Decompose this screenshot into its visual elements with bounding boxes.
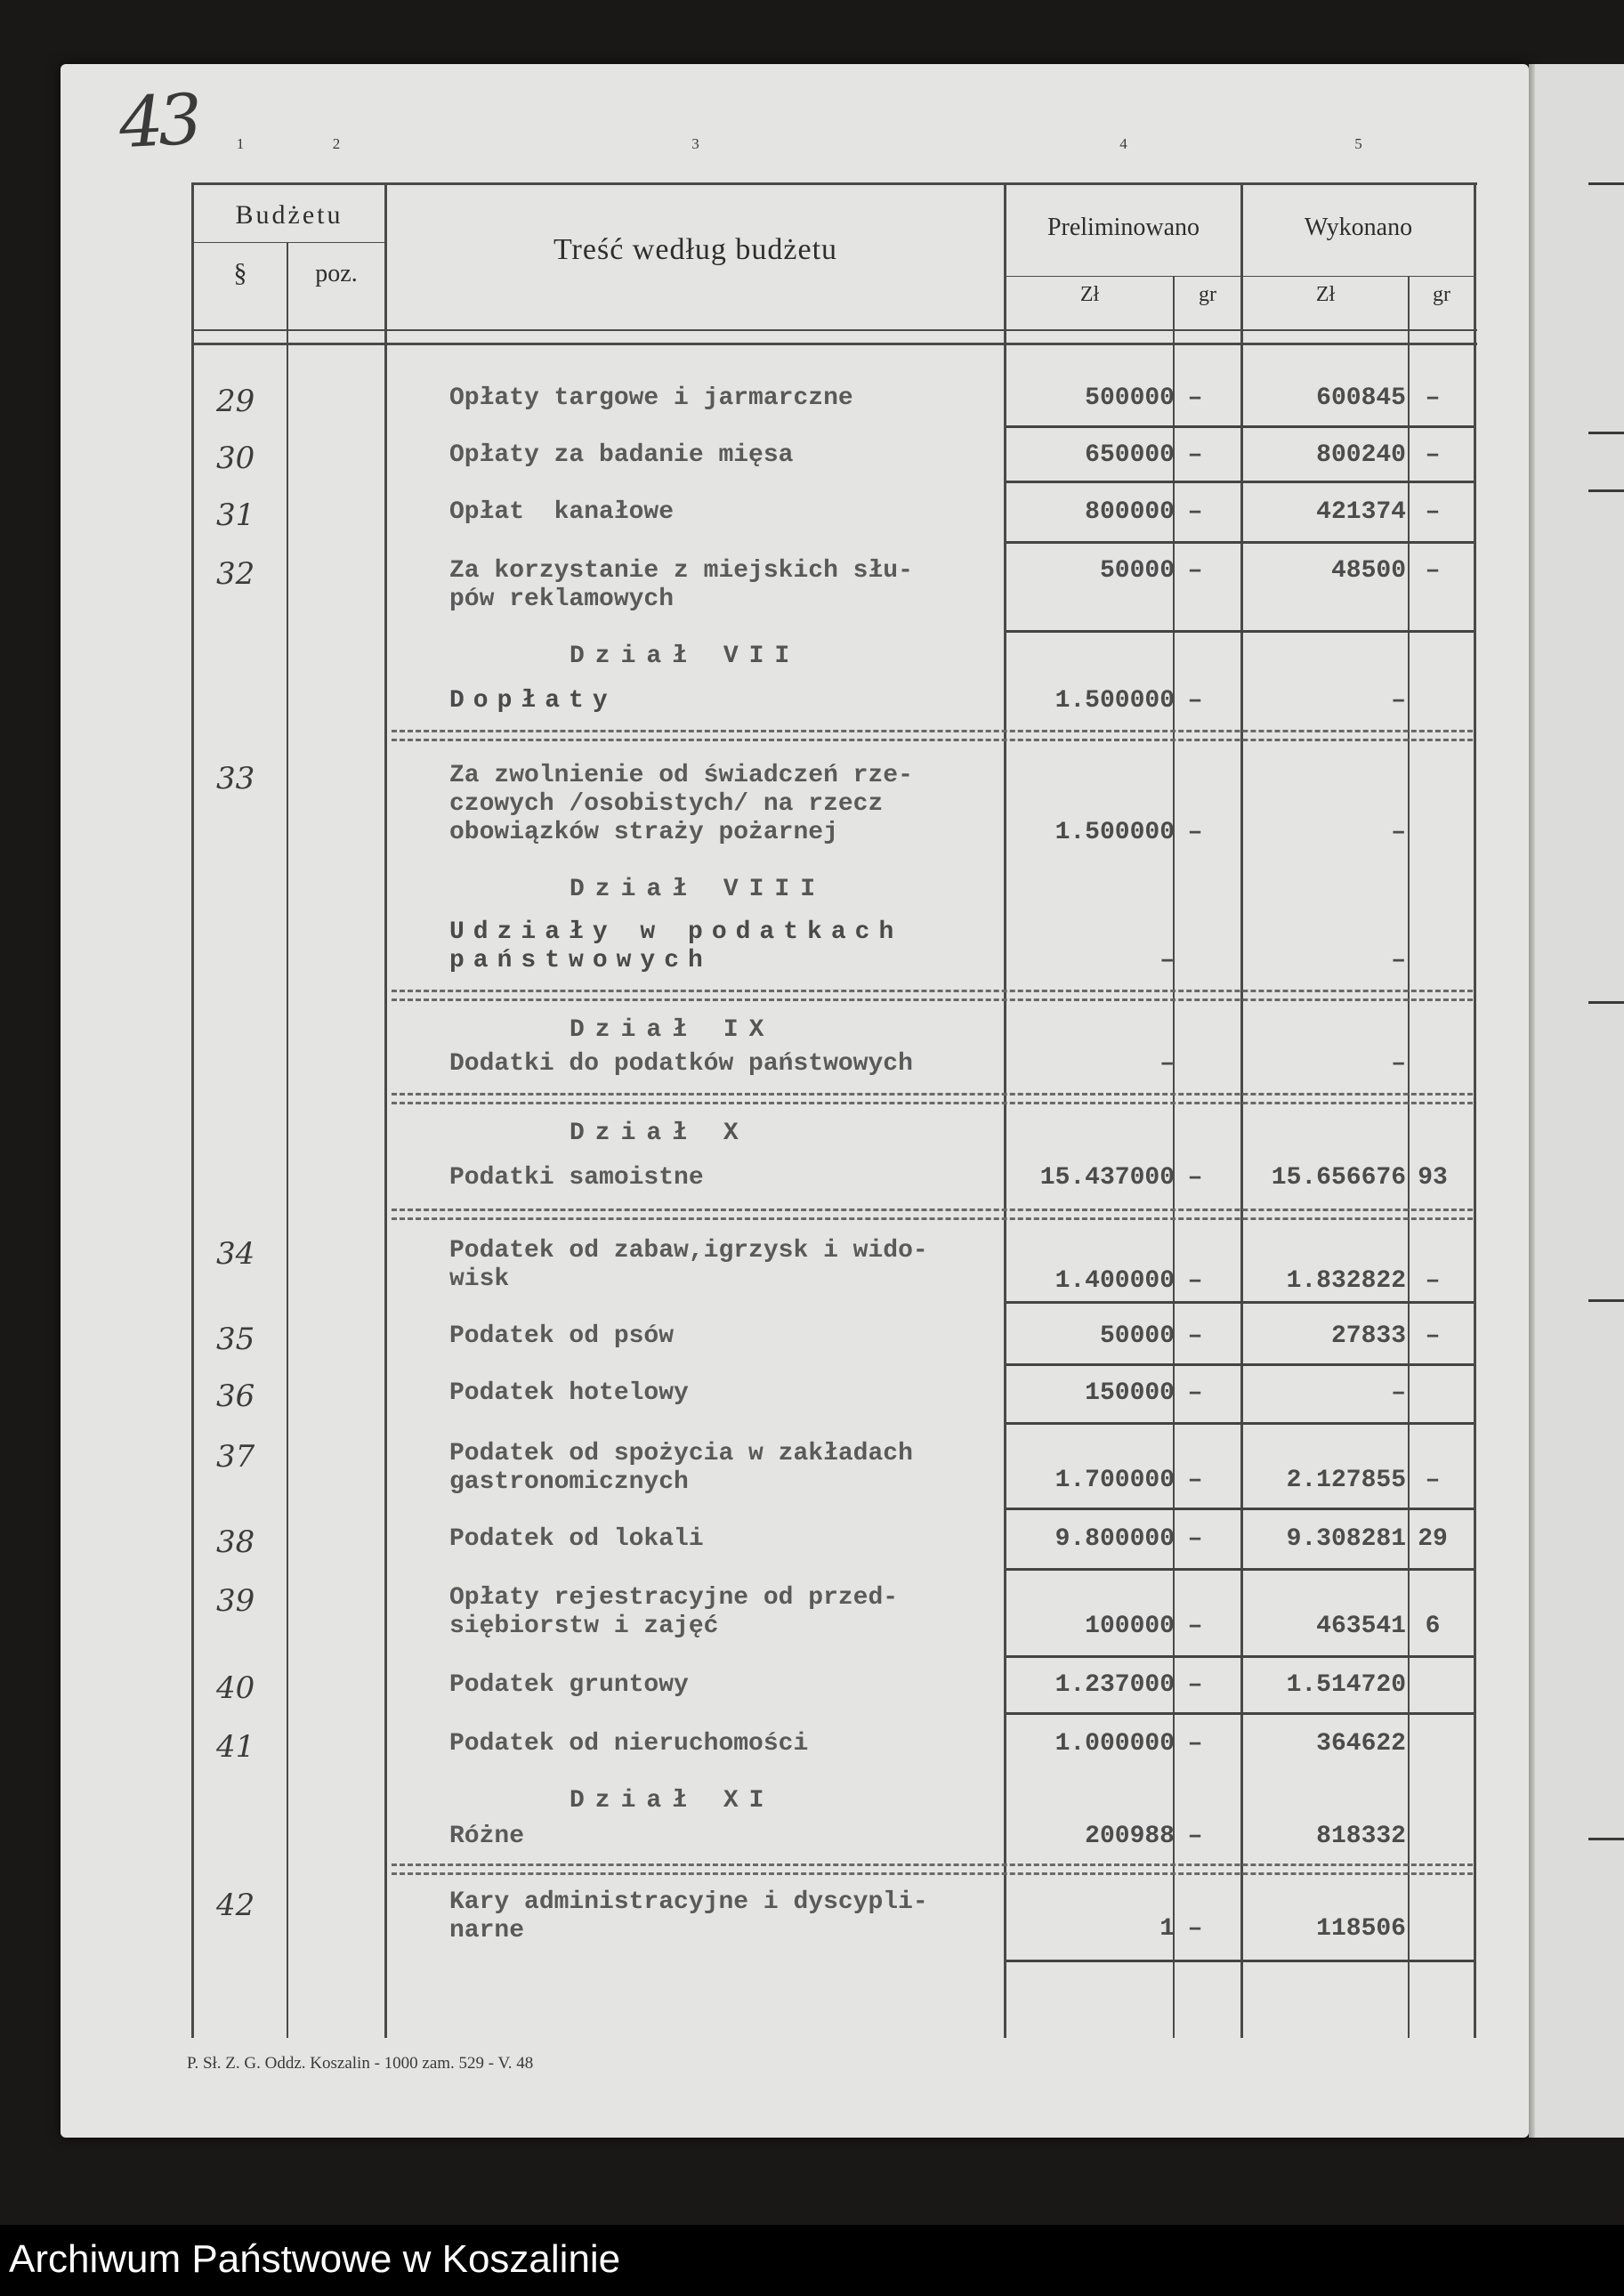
table-left-rule [191,182,194,2038]
column-number: 1 [236,135,245,152]
planned-amount: 1.500000 [1054,687,1175,715]
planned-grosze: – [1187,687,1203,715]
row-underline [1006,1712,1474,1715]
executed-amount: 2.127855 [1286,1467,1406,1494]
section-double-rule [392,990,1473,1001]
header-plan-gr: gr [1199,283,1216,306]
row-paragraph-number: 29 [216,384,255,419]
planned-grosze: – [1187,441,1203,469]
section-double-rule [392,1093,1473,1104]
row-paragraph-number: 34 [216,1236,255,1272]
planned-grosze: – [1187,557,1203,585]
planned-grosze: – [1187,1164,1203,1192]
row-description: Za zwolnienie od świadczeń rze- czowych /osobistych/ na rzecz obowiązków straży pożarnej [449,762,913,846]
section-heading: Dział VII [570,643,801,670]
executed-grosze: – [1425,1267,1441,1295]
header-budzetu: Budżetu [235,200,343,230]
row-underline [1006,1301,1474,1304]
column-number: 2 [332,135,341,152]
executed-grosze: – [1425,498,1441,526]
adjacent-page-edge [1535,64,1624,2138]
planned-grosze: – [1187,1467,1203,1494]
row-paragraph-number: 35 [216,1322,255,1357]
row-paragraph-number: 36 [216,1378,255,1414]
row-description: Kary administracyjne i dyscypli- narne [449,1888,928,1944]
section-heading: Dopłaty [449,687,617,715]
row-description: Podatek od spożycia w zakładach gastronomicznych [449,1440,913,1496]
row-paragraph-number: 42 [216,1888,255,1923]
planned-amount: 50000 [1099,1322,1175,1350]
header-paragraph: § [233,258,247,287]
row-paragraph-number: 33 [216,761,255,796]
row-underline [1006,1422,1474,1425]
planned-grosze: – [1187,1671,1203,1699]
executed-grosze: 29 [1418,1525,1448,1553]
row-underline [1006,630,1474,633]
planned-grosze: – [1187,498,1203,526]
section-double-rule [392,730,1473,741]
row-underline [1006,1655,1474,1658]
executed-amount: 600845 [1316,384,1406,412]
row-description: Dodatki do podatków państwowych [449,1050,913,1078]
planned-amount: – [1159,1050,1175,1078]
executed-amount: 9.308281 [1286,1525,1406,1553]
row-description: Podatek od nieruchomości [449,1730,809,1758]
planned-amount: 9.800000 [1054,1525,1175,1553]
executed-grosze: – [1425,1322,1441,1350]
row-underline [1006,481,1474,483]
planned-amount: 1.400000 [1054,1267,1175,1295]
planned-amount: 1.700000 [1054,1467,1175,1494]
executed-amount: 463541 [1316,1613,1406,1640]
header-poz: poz. [315,260,358,287]
planned-grosze: – [1187,1730,1203,1758]
planned-grosze: – [1187,1915,1203,1943]
printer-note: P. Sł. Z. G. Oddz. Koszalin - 1000 zam. 529 - V. 48 [187,2054,534,2073]
row-paragraph-number: 32 [216,556,255,592]
planned-amount: 650000 [1085,441,1175,469]
header-plan-zl: Zł [1079,283,1100,306]
executed-amount: – [1391,819,1406,846]
row-description: Za korzystanie z miejskich słu- pów reklamowych [449,557,913,613]
row-paragraph-number: 40 [216,1670,255,1706]
executed-amount: 1.832822 [1286,1267,1406,1295]
col-rule-1 [287,242,288,2038]
adjacent-page-rule [1588,489,1624,492]
executed-grosze: – [1425,557,1441,585]
row-underline [1006,1960,1474,1962]
adjacent-page-rule [1588,182,1624,185]
executed-grosze: – [1425,441,1441,469]
row-description: Opłaty targowe i jarmarczne [449,384,853,412]
col-rule-2 [384,182,387,2038]
planned-grosze: – [1187,1379,1203,1407]
executed-amount: 15.656676 [1271,1164,1406,1192]
planned-amount: – [1159,947,1175,974]
planned-grosze: – [1187,819,1203,846]
row-description: Podatki samoistne [449,1164,704,1192]
section-heading: Dział VIII [570,876,827,903]
adjacent-page-rule [1588,1838,1624,1840]
planned-amount: 1.237000 [1054,1671,1175,1699]
row-paragraph-number: 30 [216,441,255,476]
executed-amount: 800240 [1316,441,1406,469]
planned-grosze: – [1187,1322,1203,1350]
row-description: Opłat kanałowe [449,498,675,526]
planned-grosze: – [1187,1613,1203,1640]
row-description: Podatek gruntowy [449,1671,689,1699]
archive-credit: Archiwum Państwowe w Koszalinie [9,2237,621,2281]
header-tresc: Treść według budżetu [553,233,838,266]
row-paragraph-number: 31 [216,497,255,533]
header-budzetu-rule [194,242,384,243]
adjacent-page-rule [1588,432,1624,434]
planned-amount: 1.500000 [1054,819,1175,846]
row-description: Podatek od lokali [449,1525,704,1553]
column-number: 5 [1354,135,1362,152]
row-description: Opłaty za badanie mięsa [449,441,794,469]
row-paragraph-number: 39 [216,1583,255,1619]
column-number: 4 [1119,135,1127,152]
section-double-rule [392,1209,1473,1220]
executed-amount: – [1391,1379,1406,1407]
row-underline [1006,541,1474,544]
executed-grosze: 6 [1425,1613,1441,1640]
header-wykonano: Wykonano [1304,214,1413,241]
executed-amount: 48500 [1330,557,1406,585]
row-description: Podatek od zabaw,igrzysk i wido- wisk [449,1237,928,1293]
row-description: Opłaty rejestracyjne od przed- siębiorstw i zajęć [449,1584,899,1640]
adjacent-page-rule [1588,1001,1624,1004]
planned-amount: 100000 [1085,1613,1175,1640]
section-heading: Dział IX [570,1016,775,1044]
header-preliminowano: Preliminowano [1046,214,1200,241]
planned-grosze: – [1187,1267,1203,1295]
executed-amount: 1.514720 [1286,1671,1406,1699]
row-underline [1006,425,1474,428]
planned-amount: 1 [1159,1915,1175,1943]
executed-amount: 421374 [1316,498,1406,526]
executed-amount: 27833 [1330,1322,1406,1350]
col-rule-gr2 [1408,276,1410,2038]
planned-amount: 800000 [1085,498,1175,526]
row-paragraph-number: 37 [216,1439,255,1475]
planned-grosze: – [1187,384,1203,412]
planned-amount: 50000 [1099,557,1175,585]
table-right-rule [1474,182,1476,2038]
row-paragraph-number: 41 [216,1729,255,1765]
adjacent-page-rule [1588,1299,1624,1302]
row-underline [1006,1508,1474,1510]
header-zl-rule [1006,276,1476,277]
planned-amount: 200988 [1085,1823,1175,1850]
column-number: 3 [691,135,699,152]
planned-amount: 15.437000 [1039,1164,1175,1192]
row-paragraph-number: 38 [216,1524,255,1560]
executed-amount: 118506 [1316,1915,1406,1943]
row-underline [1006,1568,1474,1571]
section-heading: Dział X [570,1120,749,1147]
header-done-zl: Zł [1315,283,1336,306]
row-description: Różne [449,1823,525,1850]
executed-grosze: 93 [1418,1164,1448,1192]
row-description: Podatek od psów [449,1322,675,1350]
executed-amount: – [1391,1050,1406,1078]
planned-amount: 500000 [1085,384,1175,412]
row-description: Podatek hotelowy [449,1379,689,1407]
handwritten-page-number: 43 [117,79,199,165]
executed-grosze: – [1425,384,1441,412]
section-heading: Udziały w podatkach państwowych [449,918,903,974]
section-heading: Dział XI [570,1787,775,1815]
planned-amount: 150000 [1085,1379,1175,1407]
planned-grosze: – [1187,1823,1203,1850]
executed-amount: – [1391,687,1406,715]
header-done-gr: gr [1433,283,1450,306]
executed-amount: 364622 [1316,1730,1406,1758]
executed-grosze: – [1425,1467,1441,1494]
executed-amount: 818332 [1316,1823,1406,1850]
planned-grosze: – [1187,1525,1203,1553]
planned-amount: 1.000000 [1054,1730,1175,1758]
executed-amount: – [1391,947,1406,974]
section-double-rule [392,1863,1473,1875]
col-rule-gr1 [1173,276,1175,2038]
row-underline [1006,1363,1474,1366]
